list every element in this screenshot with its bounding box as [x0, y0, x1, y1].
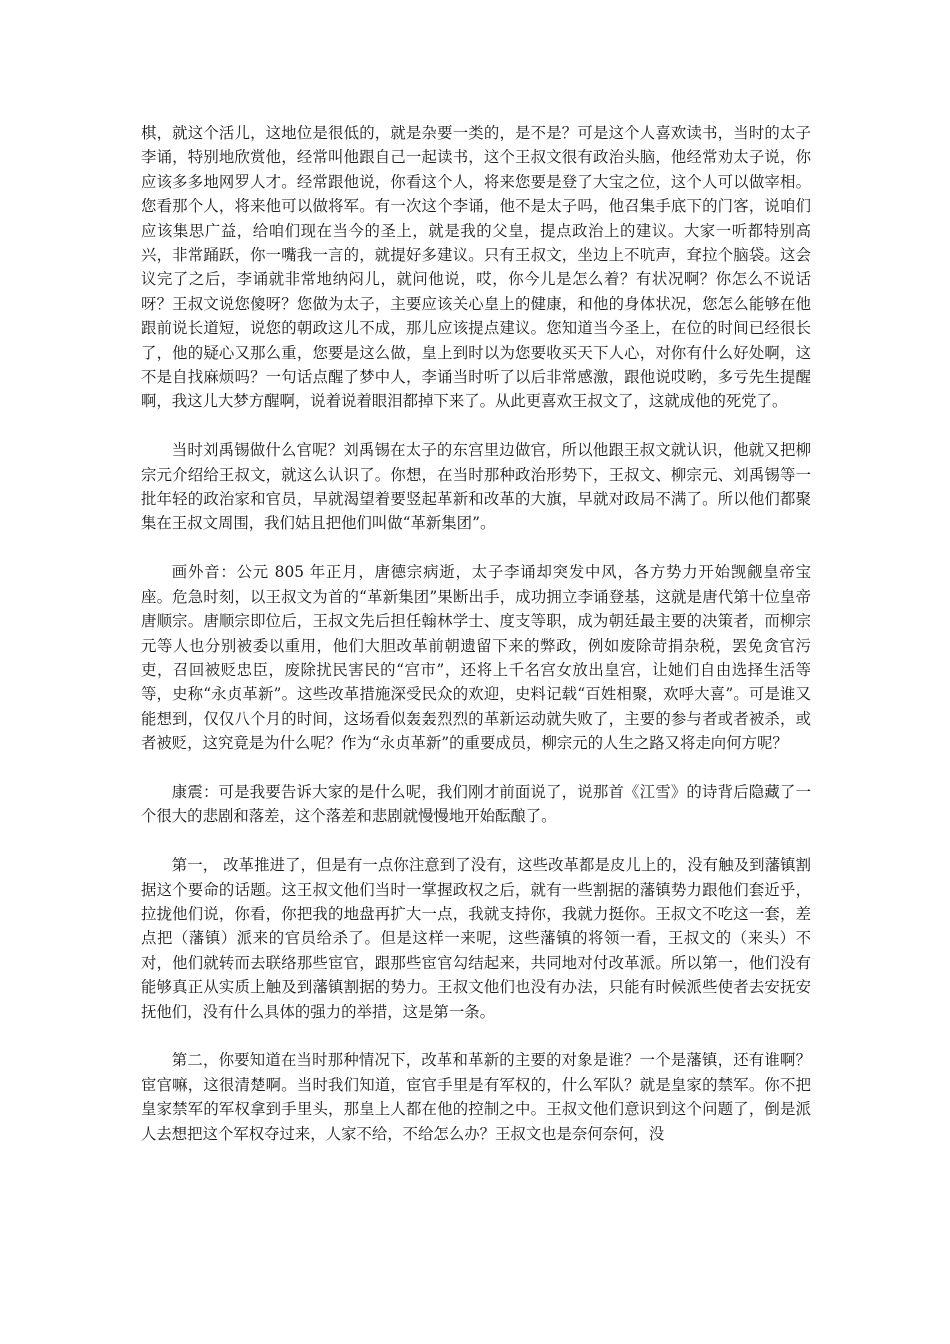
paragraph-second-point: 第二，你要知道在当时那种情况下，改革和革新的主要的对象是谁？一个是藩镇，还有谁啊？宦官嘛，这很清楚啊。当时我们知道，宦官手里是有军权的，什么军队？就是皇家的禁军。你不把皇家禁军的军权拿到手里头，那皇上人都在他的控制之中。王叔文他们意识到这个问题了，倒是派人去想把这个军权夺过来，人家不给，不给怎么办？王叔文也是奈何奈何，没: [141, 1051, 811, 1143]
paragraph-kang-zhen: 康震：可是我要告诉大家的是什么呢，我们刚才前面说了，说那首《江雪》的诗背后隐藏了一个很大的悲剧和落差，这个落差和悲剧就慢慢地开始酝酿了。: [141, 782, 811, 826]
paragraph-first-point: 第一， 改革推进了，但是有一点你注意到了没有，这些改革都是皮儿上的，没有触及到藩镇割据这个要命的话题。这王叔文他们当时一掌握政权之后，就有一些割据的藩镇势力跟他们套近乎，拉拢他们说，你看，你把我的地盘再扩大一点，我就支持你，我就力挺你。王叔文不吃这一套，差点把（藩镇）派来的官员给杀了。但是这样一来呢，这些藩镇的将领一看，王叔文的（来头）不对，他们就转而去联络那些宦官，跟那些宦官勾结起来，共同地对付改革派。所以第一，他们没有能够真正从实质上触及到藩镇割据的势力。王叔文他们也没有办法，只能有时候派些使者去安抚安抚他们，没有什么具体的强力的举措，这是第一条。: [141, 856, 811, 1021]
paragraph-liu-yuxi: 当时刘禹锡做什么官呢？刘禹锡在太子的东宫里边做官，所以他跟王叔文就认识，他就又把柳宗元介绍给王叔文，就这么认识了。你想，在当时那种政治形势下，王叔文、柳宗元、刘禹锡等一批年轻的政治家和官员，早就渴望着要竖起革新和改革的大旗，早就对政局不满了。所以他们都聚集在王叔文周围，我们姑且把他们叫做“革新集团”。: [141, 441, 811, 533]
paragraph-voiceover: 画外音：公元 805 年正月，唐德宗病逝，太子李诵却突发中风，各方势力开始觊觎皇帝宝座。危急时刻，以王叔文为首的“革新集团”果断出手，成功拥立李诵登基，这就是唐代第十位皇帝唐顺宗。唐顺宗即位后，王叔文先后担任翰林学士、度支等职，成为朝廷最主要的决策者，而柳宗元等人也分别被委以重用，他们大胆改革前朝遗留下来的弊政，例如废除苛捐杂税，罢免贪官污吏，召回被贬忠臣，废除扰民害民的“宫市”，还将上千名宫女放出皇宫，让她们自由选择生活等等，史称“永贞革新”。这些改革措施深受民众的欢迎，史料记载“百姓相聚，欢呼大喜”。可是谁又能想到，仅仅八个月的时间，这场看似轰轰烈烈的革新运动就失败了，主要的参与者或者被杀，或者被贬，这究竟是为什么呢？作为“永贞革新”的重要成员，柳宗元的人生之路又将走向何方呢？: [141, 563, 811, 753]
document-page: [141, 121, 811, 1170]
paragraph-continuation: 棋，就这个活儿，这地位是很低的，就是杂要一类的，是不是？可是这个人喜欢读书，当时的太子李诵，特别地欣赏他，经常叫他跟自己一起读书，这个王叔文很有政治头脑，他经常劝太子说，你应该多多地网罗人才。经常跟他说，你看这个人，将来您要是登了大宝之位，这个人可以做宰相。您看那个人，将来他可以做将军。有一次这个李诵，他不是太子吗，他召集手底下的门客，说咱们应该集思广益，给咱们现在当今的圣上，就是我的父皇，提点政治上的建议。大家一听都特别高兴，非常踊跃，你一嘴我一言的，就提好多建议。只有王叔文，坐边上不吭声，耷拉个脑袋。这会议完了之后，李诵就非常地纳闷儿，就问他说，哎，你今儿是怎么着？有状况啊？你怎么不说话呀？王叔文说您傻呀？您做为太子，主要应该关心皇上的健康，和他的身体状况，您怎么能够在他跟前说长道短，说您的朝政这儿不成，那儿应该提点建议。您知道当今圣上，在位的时间已经很长了，他的疑心又那么重，您要是这么做，皇上到时以为您要收买天下人心，对你有什么好处啊，这不是自找麻烦吗？一句话点醒了梦中人，李诵当时听了以后非常感激，跟他说哎哟，多亏先生提醒啊，我这儿大梦方醒啊，说着说着眼泪都掉下来了。从此更喜欢王叔文了，这就成他的死党了。: [141, 124, 811, 411]
